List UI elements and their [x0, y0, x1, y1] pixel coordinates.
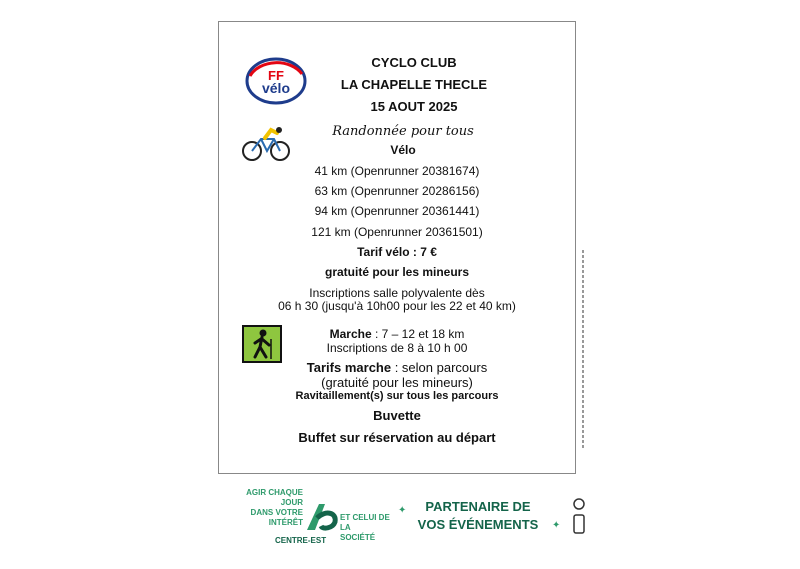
club-name: CYCLO CLUB: [371, 55, 457, 70]
route-41: 41 km (Openrunner 20381674): [314, 164, 480, 178]
partner-line-2: VOS ÉVÉNEMENTS: [417, 517, 539, 532]
ca-right-line-1: ET CELUI DE LA: [340, 513, 390, 532]
route-94: 94 km (Openrunner 20361441): [314, 204, 480, 218]
vertical-fine-print: [580, 250, 586, 450]
small-brand-icon: [572, 497, 586, 537]
logo-ff: FF: [268, 68, 284, 83]
ride-registration-time: 06 h 30 (jusqu'à 10h00 pour les 22 et 40 km): [278, 299, 516, 313]
walk-label: Marche: [329, 327, 372, 341]
walk-line: [219, 327, 575, 341]
walk-price-label: Tarifs marche: [306, 360, 392, 375]
walk-supply: Ravitaillement(s) sur tous les parcours: [295, 390, 499, 402]
ride-title: Randonnée pour tous: [332, 124, 474, 139]
club-town: LA CHAPELLE THECLE: [340, 77, 488, 92]
partner-banner: [408, 498, 548, 534]
walk-price-detail: : selon parcours: [391, 360, 488, 375]
ca-slogan-left: [235, 488, 303, 528]
bar: Buvette: [373, 408, 421, 423]
cyclist-icon: [241, 124, 291, 162]
sparkle-icon: ✦: [398, 505, 407, 516]
logo-velo: vélo: [261, 80, 291, 96]
ca-region: CENTRE-EST: [275, 536, 327, 545]
credit-agricole-logo: [303, 500, 339, 534]
sparkle-icon: ✦: [552, 520, 561, 531]
event-date: 15 AOUT 2025: [370, 99, 458, 114]
ca-right-line-2: SOCIÉTÉ: [340, 533, 376, 542]
route-121: 121 km (Openrunner 20361501): [311, 225, 483, 239]
walk-price-line: [219, 360, 575, 375]
route-63: 63 km (Openrunner 20286156): [314, 184, 480, 198]
credit-agricole-block: [235, 488, 390, 548]
ride-minors: gratuité pour les mineurs: [324, 265, 470, 279]
walk-distances: : 7 – 12 et 18 km: [371, 327, 465, 341]
ride-type: Vélo: [390, 143, 416, 157]
flyer: [218, 21, 576, 474]
partner-line-1: PARTENAIRE DE: [425, 499, 531, 514]
ca-left-line-1: AGIR CHAQUE JOUR: [246, 488, 303, 507]
ca-left-line-2: DANS VOTRE: [250, 508, 303, 517]
walk-minors: (gratuité pour les mineurs): [321, 375, 473, 390]
ca-slogan-right: [340, 513, 400, 543]
ride-registration: Inscriptions salle polyvalente dès: [309, 286, 485, 300]
buffet: Buffet sur réservation au départ: [298, 430, 496, 445]
walk-registration: Inscriptions de 8 à 10 h 00: [326, 341, 468, 355]
ride-price: Tarif vélo : 7 €: [357, 245, 437, 259]
ca-left-line-3: INTÉRÊT: [268, 518, 303, 527]
